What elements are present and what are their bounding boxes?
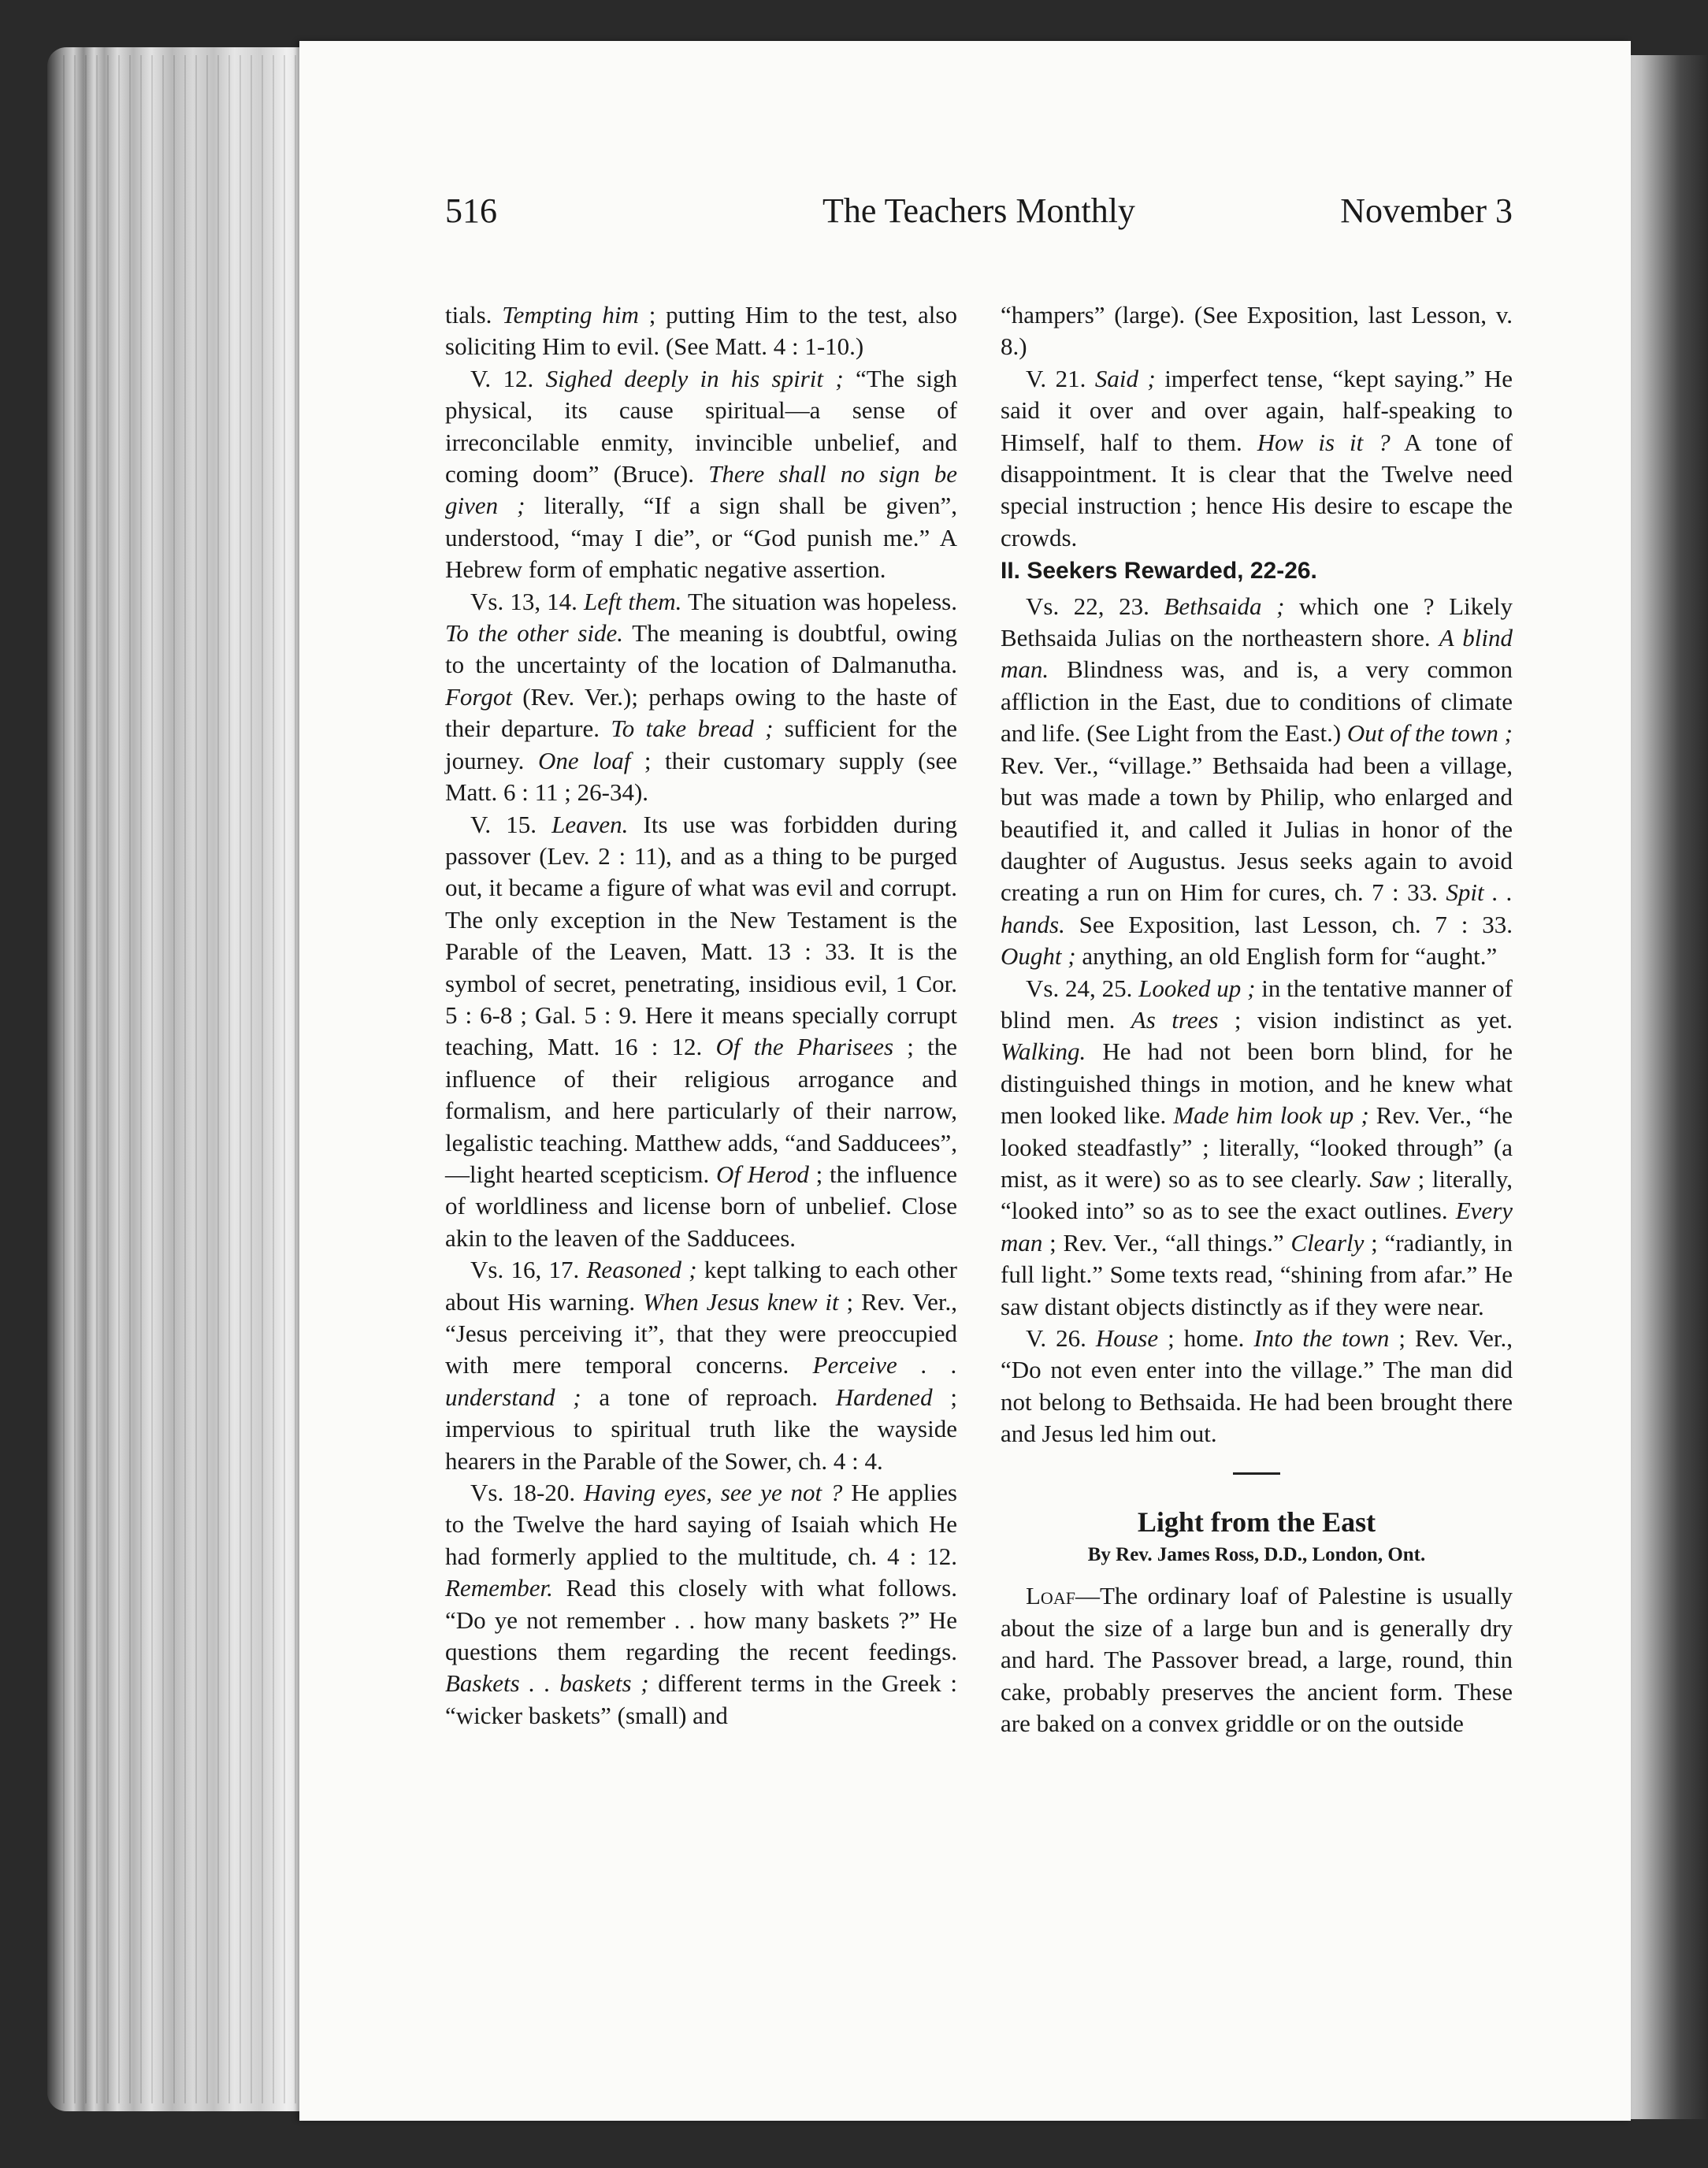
paragraph: “hampers” (large). (See Exposition, last Lesson, v. 8.) [1001, 301, 1513, 361]
lead-word: Loaf [1026, 1582, 1075, 1610]
page-number: 516 [445, 191, 497, 230]
light-section-paragraph [1001, 1580, 1513, 1739]
running-header [445, 191, 1513, 246]
paragraph: Vs. 18-20. Having eyes, see ye not ? He applies to the Twelve the hard saying of Isaiah which He had formerly applied to the multitude, ch. 4 : 12. Remember. Read this closely with what follows. “Do ye not remember . . how many baskets ?” He questions them regarding the recent feedings. Baskets . . baskets ; different terms in the Greek : “wicker baskets” (small) and [445, 1479, 957, 1729]
publication-title: The Teachers Monthly [822, 191, 1135, 230]
paragraph: V. 21. Said ; imperfect tense, “kept saying.” He said it over and over again, half-speaking to Himself, half to them. How is it ? A tone of disappointment. It is clear that the Twelve need special instruction ; hence His desire to escape the crowds. [1001, 364, 1513, 551]
paragraph: V. 12. Sighed deeply in his spirit ; “The sigh physical, its cause spiritual—a sense of irreconcilable enmity, invincible unbelief, and coming doom” (Bruce). There shall no sign be given ; literally, “If a sign shall be given”, understood, “may I die”, or “God punish me.” A Hebrew form of emphatic negative assertion. [445, 364, 957, 584]
paragraph: Vs. 13, 14. Left them. The situation was hopeless. To the other side. The meaning is doubtful, owing to the uncertainty of the location of Dalmanutha. Forgot (Rev. Ver.); perhaps owing to the haste of their departure. To take bread ; sufficient for the journey. One loaf ; their customary supply (see Matt. 6 : 11 ; 26-34). [445, 587, 958, 807]
section-divider [1233, 1472, 1280, 1475]
paragraph: V. 26. House ; home. Into the town ; Rev. Ver., “Do not even enter into the village.” The man did not belong to Bethsaida. He had been brought there and Jesus led him out. [1001, 1324, 1513, 1448]
paragraph: tials. Tempting him ; putting Him to the test, also soliciting Him to evil. (See Matt. 4 : 1-10.) [445, 301, 957, 361]
book-page-edge-lines [63, 55, 299, 2103]
light-section-title: Light from the East [1137, 1505, 1376, 1538]
left-column [445, 299, 957, 1732]
book-page [299, 41, 1631, 2121]
paragraph: V. 15. Leaven. Its use was forbidden during passover (Lev. 2 : 11), and as a thing to be purged out, it became a figure of what was evil and corrupt. The only exception in the New Testament is the Parable of the Leaven, Matt. 13 : 33. It is the symbol of secret, penetrating, insidious evil, 1 Cor. 5 : 6-8 ; Gal. 5 : 9. Here it means specially corrupt teaching, Matt. 16 : 12. Of the Pharisees ; the influence of their religious arrogance and formalism, and here particularly of their narrow, legalistic teaching. Matthew adds, “and Sadducees”,—light hearted scepticism. Of Herod ; the influence of worldliness and license born of unbelief. Close akin to the leaven of the Sadducees. [445, 810, 957, 1252]
issue-date: November 3 [1340, 191, 1513, 230]
light-section-byline: By Rev. James Ross, D.D., London, Ont. [1087, 1544, 1426, 1566]
right-column [1001, 299, 1513, 1739]
right-column-notes-b [1001, 591, 1513, 1450]
light-section-text: —The ordinary loaf of Palestine is usually about the size of a large bun and is generally dry and hard. The Passover bread, a large, round, thin cake, probably preserves the ancient form. These are baked on a convex griddle or on the outside [1001, 1582, 1513, 1738]
section-heading: II. Seekers Rewarded, 22-26. [1001, 558, 1317, 585]
right-column-notes-a [1001, 299, 1513, 554]
paragraph: Vs. 24, 25. Looked up ; in the tentative manner of blind men. As trees ; vision indistinct as yet. Walking. He had not been born blind, for he distinguished things in motion, and he knew what men looked like. Made him look up ; Rev. Ver., “he looked steadfastly” ; literally, “looked through” (a mist, as it were) so as to see clearly. Saw ; literally, “looked into” so as to see the exact outlines. Every man ; Rev. Ver., “all things.” Clearly ; “radiantly, in full light.” Some texts read, “shining from afar.” He saw distant objects distinctly as if they were near. [1001, 974, 1513, 1320]
paragraph: Vs. 22, 23. Bethsaida ; which one ? Likely Bethsaida Julias on the northeastern shore. A blind man. Blindness was, and is, a very common affliction in the East, due to conditions of climate and life. (See Light from the East.) Out of the town ; Rev. Ver., “village.” Bethsaida had been a village, but was made a town by Philip, who enlarged and beautified it, and called it Julias in honor of the daughter of Augustus. Jesus seeks again to avoid creating a run on Him for cures, ch. 7 : 33. Spit . . hands. See Exposition, last Lesson, ch. 7 : 33. Ought ; anything, an old English form for “aught.” [1001, 592, 1513, 971]
paragraph: Vs. 16, 17. Reasoned ; kept talking to each other about His warning. When Jesus knew it ; Rev. Ver., “Jesus perceiving it”, that they were preoccupied with mere temporal concerns. Perceive . . understand ; a tone of reproach. Hardened ; impervious to spiritual truth like the wayside hearers in the Parable of the Sower, ch. 4 : 4. [445, 1256, 957, 1475]
